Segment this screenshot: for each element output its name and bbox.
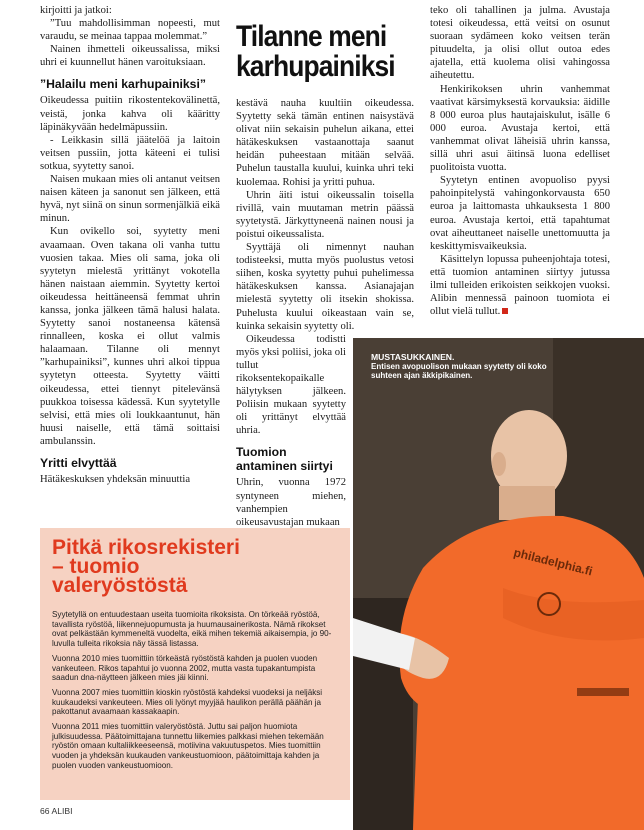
fact-box-title [52,538,342,595]
photo [353,338,644,830]
photo-caption-title: MUSTASUKKAINEN. [371,352,455,362]
article-column-1 [40,4,220,486]
fact-box-paragraph: Vuonna 2011 mies tuomittiin valeryöstöstä. Juttu sai paljon huomiota julkisuudessa. Päätoimittajana tunnettu liikemies palkkasi miehen tekemään ryöstön omaan kultaliikkeeseensä, motiivina vakuutuspetos. Mies tuomittiin vuoden ja yhdeksän kuukauden vankeustuomioon, päätoimittaja kahden ja puolen vuoden vankeustuomioon. [52,722,324,770]
fact-box-title-line: – tuomio [52,555,140,578]
subheading: Yritti elvyttää [40,456,117,470]
paragraph: - Leikkasin sillä jäätelöä ja laitoin veitsen pussiin, jotta käteeni ei tulisi sotkua, syytetty sanoi. [40,134,220,172]
paragraph: Oikeudessa puitiin rikostentekovälinettä, veistä, jonka kahva oli kääritty läpinäkyvään hedelmäpussiin. [40,95,220,133]
paragraph: ”Tuu mahdollisimman nopeesti, mut varaudu, se meinaa tappaa molemmat.” [40,18,220,43]
paragraph-last: Käsittelyn lopussa puheenjohtaja totesi, että tuomion antaminen siirtyy jutussa ilmi tulleiden erikoisten seikkojen vuoksi. Alibin mennessä painoon tuomiota ei ollut vielä tullut. [430,253,610,318]
page-footer: 66 ALIBI [40,806,73,816]
fact-box-title-line: Pitkä rikosrekisteri [52,536,240,559]
fact-box [40,528,350,800]
subheading: Tuomion antaminen siirtyi [236,445,333,474]
paragraph: Hätäkeskuksen yhdeksän minuuttia [40,474,191,485]
headline [236,22,394,82]
paragraph: Syyttäjä oli nimennyt nauhan todisteeksi, mutta myös puolustus vetosi siihen, koska syytetty puhui puhelimessa hätäkeskuksen kanssa. Asianajajan mielestä syytetty oli itsekin shokissa. Puhelusta kuului oikeastaan vain se, kuinka sekaisin syytetty oli. [236,242,414,332]
paragraph: kestävä nauha kuultiin oikeudessa. Syytetty sekä tämän entinen naisystävä olivat niin sekaisin puhelun aikana, ettei hätäkeskuksen vastaanottaja saanut heidän puheestaan mitään selvää. Puhelun taustalla kuului, kuinka uhri teki kuolemaa. Rohisi ja yritti puhua. [236,98,414,188]
fact-box-title-line: valeryöstöstä [52,574,188,597]
paragraph: Oikeudessa todistti myös yksi poliisi, joka oli tullut rikoksentekopaikalle hälytyksen jälkeen. Poliisin mukaan syytetty oli yrittänyt elvyttää uhria. [236,333,346,437]
photo-illustration [353,338,644,830]
end-mark-icon [502,308,508,314]
fact-box-paragraph: Vuonna 2007 mies tuomittiin kioskin ryöstöstä kahdeksi vuodeksi ja neljäksi kuukaudeksi vankeuteen. Mies oli lyönyt myyjää haulikon perällä päähän ja pakottanut avaamaan kassakaapin. [52,687,323,717]
paragraph: Naisen mukaan mies oli antanut veitsen naisen käteen ja sanonut sen jälkeen, että hyvä, nyt siinä on sinun sormenjälkiä eikä minun. [40,174,220,225]
shirt-print: philadelphia.fi [512,545,594,579]
article-column-3 [430,4,610,318]
paragraph: kirjoitti ja jatkoi: [40,5,112,16]
fact-box-paragraph: Vuonna 2010 mies tuomittiin törkeästä ryöstöstä kahden ja puolen vuoden vankeuteen. Rikos tapahtui jo vuonna 2002, mutta vasta tupakantumpista saadun dna-näytteen jälkeen mies jäi kiinni. [52,653,318,683]
photo-caption-text: Entisen avopuolison mukaan syytetty oli koko suhteen ajan äkkipikainen. [371,362,547,380]
paragraph: Uhrin äiti istui oikeussalin toisella rivillä, vain muutaman metrin päässä syytetystä. Järkyttyneenä nainen nousi ja poistui oikeussalista. [236,189,414,240]
subheading: ”Halailu meni karhupainiksi” [40,77,206,92]
headline-line-1: Tilanne meni [236,20,387,53]
paragraph: Kun ovikello soi, syytetty meni avaamaan. Oven takana oli vanha tuttu vuosien takaa. Mies oli sama, joka oli syytetyn mielestä yrittänyt vokotella hänen naistaan aiemmin. Syytetty kertoi oikeudessa heittäneensä femmat uhrin kanssa, jonka jälkeen tämä halusi halata. Syytetty sanoi nostaneensa kätensä rinnalleen, koska ei ollut valmis halaamaan. Tilanne oli mennyt ”karhupainiksi”, kunnes uhri alkoi tippua syytetyn otteesta. Syytetty väitti oikeudessa, ettei tiennyt pitelevänsä puukkoa toisessa kädessä. Kun syytetylle selvisi, että mies oli loukkaantunut, hän huusi naiselle, että tämä soittaisi ambulanssin. [40,226,220,447]
paragraph: Syytetyn entinen avopuoliso pyysi pahoinpitelystä vahingonkorvausta 650 euroa ja laittomasta uhkauksesta 1 800 euroa. Avustaja kertoi, että tapahtumat ovat aiheuttaneet naiselle unettomuutta ja keskittymisvaikeuksia. [430,175,610,252]
fact-box-paragraph: Syytetyllä on entuudestaan useita tuomioita rikoksista. On törkeää ryöstöä, tavallista ryöstöä, liikennejuopumusta ja huumausainerikosta. Nämä rikokset ovat pelkästään kymmeneltä vuodelta, eikä mihen tekemiä aikaisempia, jo 90-luvulla tulleita rikoksia näy tässä listassa. [52,610,332,649]
paragraph: teko oli tahallinen ja julma. Avustaja totesi oikeudessa, että veitsi on osunut suoraan sydämeen koko veitsen terän pituudelta, ja olisi ollut outoa edes ajatella, että kuolema olisi vahingossa aiheutettu. [430,5,610,82]
paragraph: Nainen ihmetteli oikeussalissa, miksi uhri ei kuunnellut hänen varoituksiaan. [40,44,220,69]
fact-box-body [52,610,342,776]
paragraph: Henkirikoksen uhrin vanhemmat vaativat kärsimyksestä korvauksia: äidille 8 000 euroa plus hautajaiskulut, isälle 6 000 euroa. Avustaja kertoi, että vanhemmat olivat läheisiä uhrin kanssa, sillä uhri asui äitinsä luona edelliset puolitoista vuotta. [430,83,610,174]
paragraph: Uhrin, vuonna 1972 syntyneen miehen, vanhempien oikeusavustajan mukaan [236,477,346,528]
headline-line-2: karhupainiksi [236,50,395,83]
